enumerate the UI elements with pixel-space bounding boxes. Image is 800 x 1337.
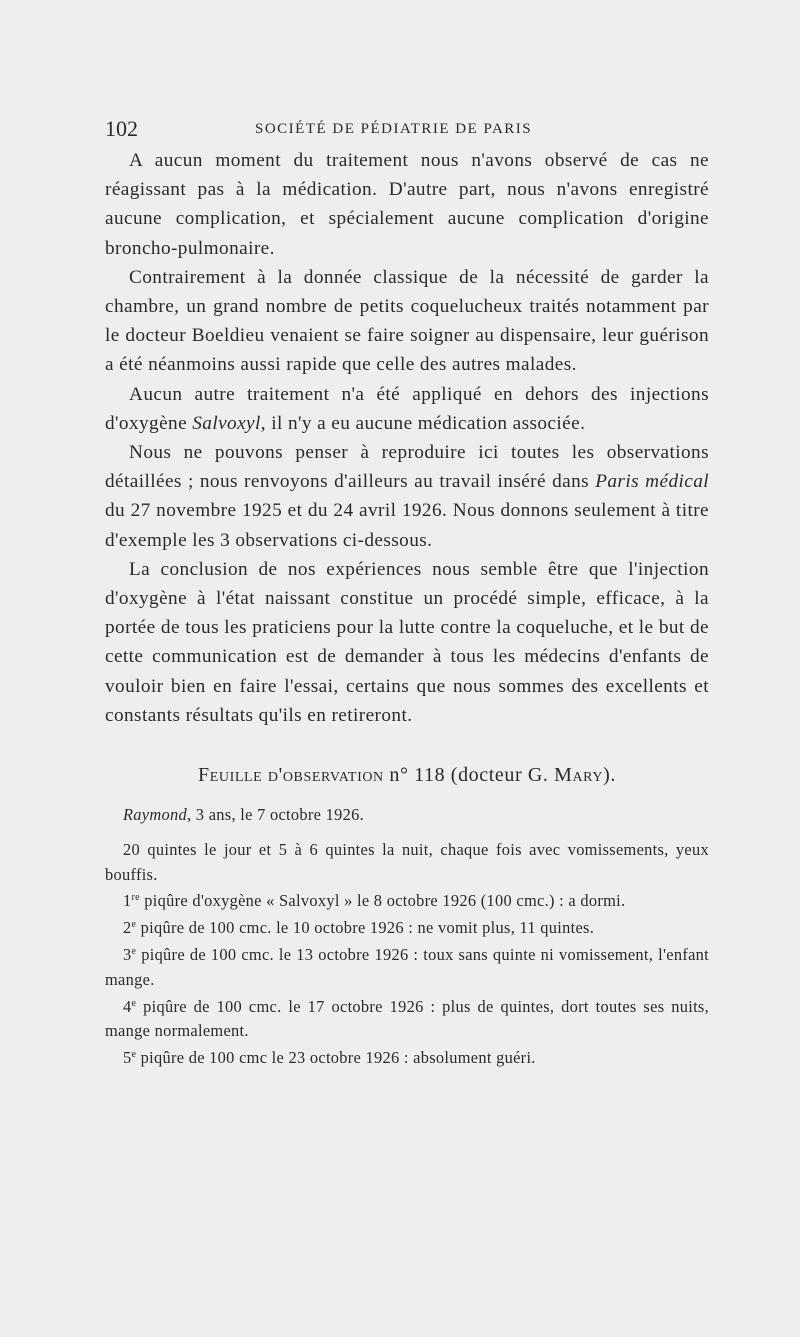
paragraph: Aucun autre traitement n'a été appliqué en dehors des injections d'oxygène Salvoxyl, il n'y a eu aucune médication associée.: [105, 383, 709, 434]
observation-entry: 1re piqûre d'oxygène « Salvoxyl » le 8 octobre 1926 (100 cmc.) : a dormi.: [123, 891, 626, 911]
body-text: [105, 146, 709, 1073]
observation-notes: [105, 803, 709, 1071]
page-header: [105, 116, 705, 146]
patient-line: Raymond, 3 ans, le 7 octobre 1926.: [123, 805, 364, 825]
running-title: SOCIÉTÉ DE PÉDIATRIE DE PARIS: [255, 121, 533, 137]
observation-entry: 20 quintes le jour et 5 à 6 quintes la nuit, chaque fois avec vomissements, yeux bouffis.: [105, 839, 709, 884]
observation-entry: 5e piqûre de 100 cmc le 23 octobre 1926 : absolument guéri.: [123, 1048, 536, 1068]
page-number: 102: [105, 116, 138, 141]
product-name: Salvoxyl: [192, 412, 261, 434]
observation-title: Feuille d'observation n° 118 (docteur G. Mary).: [198, 764, 616, 787]
paragraph: La conclusion de nos expériences nous semble être que l'injection d'oxygène à l'état naissant constitue un procédé simple, efficace, à la portée de tous les praticiens pour la lutte contre la coqueluche, et le but de cette communication est de demander à tous les médecins d'enfants de vouloir bien en faire l'essai, certains que nous sommes des excellents et constants résultats qu'ils en retireront.: [105, 558, 709, 726]
observation-entry: 2e piqûre de 100 cmc. le 10 octobre 1926 : ne vomit plus, 11 quintes.: [123, 918, 595, 938]
journal-name: Paris médical: [595, 471, 709, 493]
paragraph: Contrairement à la donnée classique de la nécessité de garder la chambre, un grand nombre de petits coquelucheux traités notamment par le docteur Boeldieu venaient se faire soigner au dispensaire, leur guérison a été néanmoins aussi rapide que celle des autres malades.: [105, 266, 709, 376]
observation-entry: 4e piqûre de 100 cmc. le 17 octobre 1926 : plus de quintes, dort toutes ses nuits, mange normalement.: [105, 996, 709, 1041]
paragraph: A aucun moment du traitement nous n'avons observé de cas ne réagissant pas à la médication. D'autre part, nous n'avons enregistré aucune complication, et spécialement aucune complication d'origine broncho-pulmonaire.: [105, 150, 709, 259]
observation-entry: 3e piqûre de 100 cmc. le 13 octobre 1926 : toux sans quinte ni vomissement, l'enfant mange.: [105, 945, 709, 989]
paragraph: Nous ne pouvons penser à reproduire ici toutes les observations détaillées ; nous renvoyons d'ailleurs au travail inséré dans Paris médical du 27 novembre 1925 et du 24 avril 1926. Nous donnons seulement à titre d'exemple les 3 observations ci-dessous.: [105, 442, 709, 551]
